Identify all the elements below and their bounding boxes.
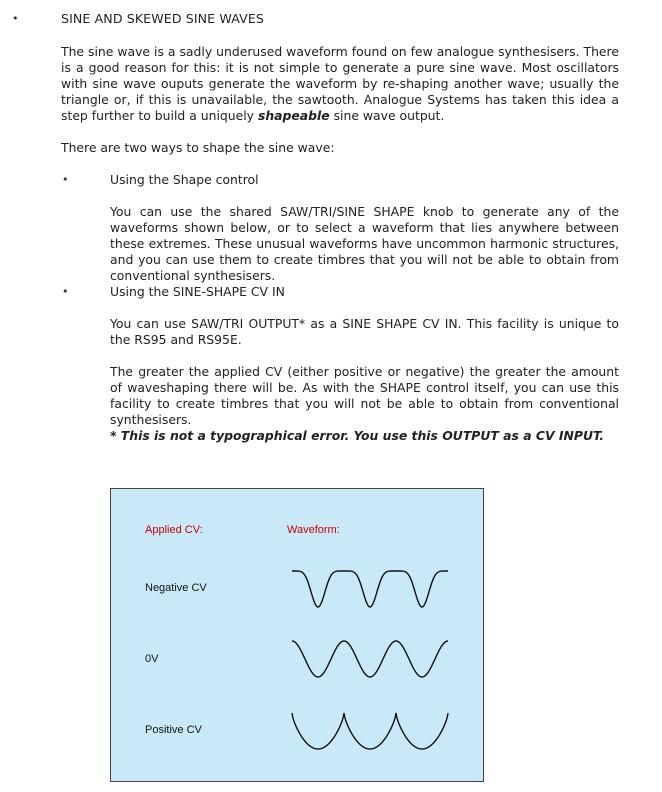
waveform-positive-cv [289, 709, 451, 753]
applied-cv-header: Applied CV: [145, 524, 203, 536]
row-label-positive-cv: Positive CV [145, 724, 202, 736]
item-text-applied-cv: The greater the applied CV (either positive or negative) the greater the amount of waveshaping there will be. As with the SHAPE control itself, you can use this facility to create timbres that you will not be able to obtain from conventional synthesisers. [110, 364, 619, 427]
intro-text-a: The sine wave is a sadly underused waveform found on few analogue synthesisers. There is a good reason for this: it is not simple to generate a pure sine wave. Most oscillators with sine wave ouputs generate the waveform by re-shaping another wave; usually the triangle or, if this is unavailable, the sawtooth. Analogue Systems has taken this idea a step further to build a uniquely [61, 44, 619, 123]
section-heading: SINE AND SKEWED SINE WAVES [61, 11, 264, 26]
row-label-negative-cv: Negative CV [145, 582, 207, 594]
intro-emphasis: shapeable [257, 108, 330, 123]
item-text-shape-control: You can use the shared SAW/TRI/SINE SHAPE knob to generate any of the waveforms shown below, or to select a waveform that lies anywhere between these extremes. These unusual waveforms have uncommon harmonic structures, and you can use them to create timbres that you will not be able to obtain from conventional synthesisers. [110, 204, 619, 283]
two-ways-paragraph: There are two ways to shape the sine wave: [61, 140, 335, 155]
waveform-0v [289, 637, 451, 681]
waveform-figure [110, 488, 484, 782]
row-label-0v: 0V [145, 653, 159, 665]
waveform-negative-cv [289, 567, 451, 611]
bullet-icon: • [12, 12, 19, 25]
typographical-note: * This is not a typographical error. You use this OUTPUT as a CV INPUT. [110, 428, 605, 443]
waveform-header: Waveform: [287, 524, 340, 536]
item-title-sine-shape-cv: Using the SINE-SHAPE CV IN [110, 284, 285, 299]
intro-text-b: sine wave output. [329, 108, 445, 123]
intro-paragraph [61, 44, 619, 124]
item-text-sine-shape-cv: You can use SAW/TRI OUTPUT* as a SINE SHAPE CV IN. This facility is unique to the RS95 and RS95E. [110, 316, 619, 347]
bullet-icon: • [62, 285, 69, 298]
bullet-icon: • [62, 173, 69, 186]
item-title-shape-control: Using the Shape control [110, 172, 259, 187]
